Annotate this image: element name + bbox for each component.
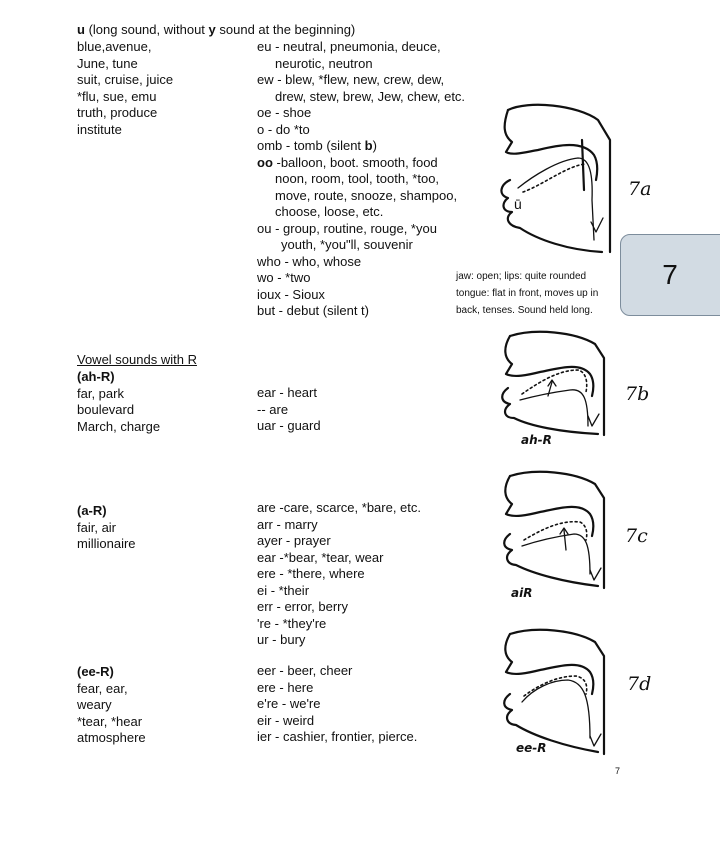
spelling-line: eu - neutral, pneumonia, deuce, bbox=[257, 39, 441, 54]
spelling-line: ere - here bbox=[257, 679, 314, 695]
diagram-7b-caption: ah-R bbox=[521, 433, 552, 447]
word-line: fair, air bbox=[77, 519, 117, 535]
spelling-line: uar - guard bbox=[257, 418, 321, 433]
word-line: weary bbox=[77, 697, 112, 712]
spelling-line: drew, stew, brew, Jew, chew, etc. bbox=[275, 88, 466, 104]
spelling-line: ayer - prayer bbox=[257, 533, 331, 548]
spelling-line: eir - weird bbox=[257, 712, 315, 728]
spelling-line: oe - shoe bbox=[257, 105, 312, 120]
group-ee-r-spellings bbox=[257, 663, 417, 746]
spelling-line: -- are bbox=[257, 401, 289, 417]
spelling-line: who - who, whose bbox=[257, 253, 362, 269]
spelling-line: oo -balloon, boot. smooth, food bbox=[257, 154, 438, 170]
diagram-7c-caption: aiR bbox=[511, 586, 533, 600]
word-line: atmosphere bbox=[77, 730, 146, 745]
spelling-line: ew - blew, *flew, new, crew, dew, bbox=[257, 72, 445, 87]
spelling-line: ier - cashier, frontier, pierce. bbox=[257, 729, 418, 744]
section-r-title: Vowel sounds with R bbox=[77, 352, 197, 367]
group-ah-r-spellings bbox=[257, 385, 321, 435]
mouth-diagram-7a bbox=[498, 100, 618, 255]
spelling-line: 're - *they're bbox=[257, 615, 327, 631]
spelling-line: ioux - Sioux bbox=[257, 286, 325, 302]
note-line: tongue: flat in front, moves up in bbox=[456, 288, 599, 299]
word-line: *flu, sue, emu bbox=[77, 88, 157, 104]
spelling-line: ear -*bear, *tear, wear bbox=[257, 549, 384, 565]
spelling-line: youth, *you"ll, souvenir bbox=[281, 237, 413, 252]
spelling-line: neurotic, neutron bbox=[275, 55, 373, 71]
diagram-7b-label: 7b bbox=[625, 383, 650, 405]
spelling-line: ear - heart bbox=[257, 385, 317, 400]
spelling-line: arr - marry bbox=[257, 516, 318, 532]
section-u-note bbox=[456, 268, 598, 319]
mouth-diagram-7d bbox=[500, 628, 615, 758]
diagram-7c-label: 7c bbox=[625, 525, 648, 547]
group-ah-r-words bbox=[77, 369, 161, 434]
spelling-line: omb - tomb (silent b) bbox=[257, 138, 377, 153]
group-ee-r-words bbox=[77, 664, 146, 745]
word-line: institute bbox=[77, 121, 122, 137]
spelling-line: e're - we're bbox=[257, 696, 321, 711]
note-line: jaw: open; lips: quite rounded bbox=[456, 271, 587, 282]
word-line: *tear, *hear bbox=[77, 713, 143, 729]
spelling-line: err - error, berry bbox=[257, 599, 349, 614]
section-u-words bbox=[77, 39, 173, 138]
group-ee-r-label: (ee-R) bbox=[77, 664, 114, 679]
word-line: March, charge bbox=[77, 418, 161, 434]
spelling-line: ei - *their bbox=[257, 582, 310, 598]
section-u-heading: u (long sound, without y sound at the beginning) bbox=[77, 22, 356, 37]
spelling-line: o - do *to bbox=[257, 121, 310, 137]
spelling-line: ou - group, routine, rouge, *you bbox=[257, 220, 437, 236]
word-line: fear, ear, bbox=[77, 680, 128, 696]
word-line: truth, produce bbox=[77, 105, 158, 120]
spelling-line: move, route, snooze, shampoo, bbox=[275, 187, 458, 203]
diagram-7a-label: 7a bbox=[628, 178, 652, 200]
word-line: far, park bbox=[77, 385, 124, 401]
group-a-r-words bbox=[77, 503, 136, 551]
spelling-line: choose, loose, etc. bbox=[275, 204, 384, 219]
spelling-line: noon, room, tool, tooth, *too, bbox=[275, 171, 440, 186]
word-line: millionaire bbox=[77, 536, 136, 551]
word-line: June, tune bbox=[77, 55, 138, 71]
diagram-7a-symbol: ū bbox=[514, 196, 522, 212]
spelling-line: eer - beer, cheer bbox=[257, 663, 353, 678]
word-line: suit, cruise, juice bbox=[77, 72, 174, 87]
word-line: boulevard bbox=[77, 402, 135, 417]
diagram-7d-label: 7d bbox=[627, 673, 652, 695]
spelling-line: wo - *two bbox=[257, 270, 311, 285]
spelling-line: but - debut (silent t) bbox=[257, 303, 369, 318]
diagram-7d-caption: ee-R bbox=[516, 741, 547, 755]
spelling-line: are -care, scarce, *bare, etc. bbox=[257, 500, 422, 515]
note-line: back, tenses. Sound held long. bbox=[456, 305, 593, 316]
spelling-line: ere - *there, where bbox=[257, 566, 365, 581]
group-ah-r-label: (ah-R) bbox=[77, 369, 115, 384]
section-u-spellings bbox=[257, 39, 465, 320]
page-number: 7 bbox=[615, 766, 621, 776]
mouth-diagram-7c bbox=[500, 470, 615, 590]
mouth-diagram-7b bbox=[500, 330, 615, 440]
spelling-line: ur - bury bbox=[257, 632, 306, 647]
group-a-r-spellings bbox=[257, 500, 421, 649]
chapter-tab-number: 7 bbox=[662, 259, 678, 290]
group-a-r-label: (a-R) bbox=[77, 503, 107, 518]
word-line: blue,avenue, bbox=[77, 39, 152, 54]
